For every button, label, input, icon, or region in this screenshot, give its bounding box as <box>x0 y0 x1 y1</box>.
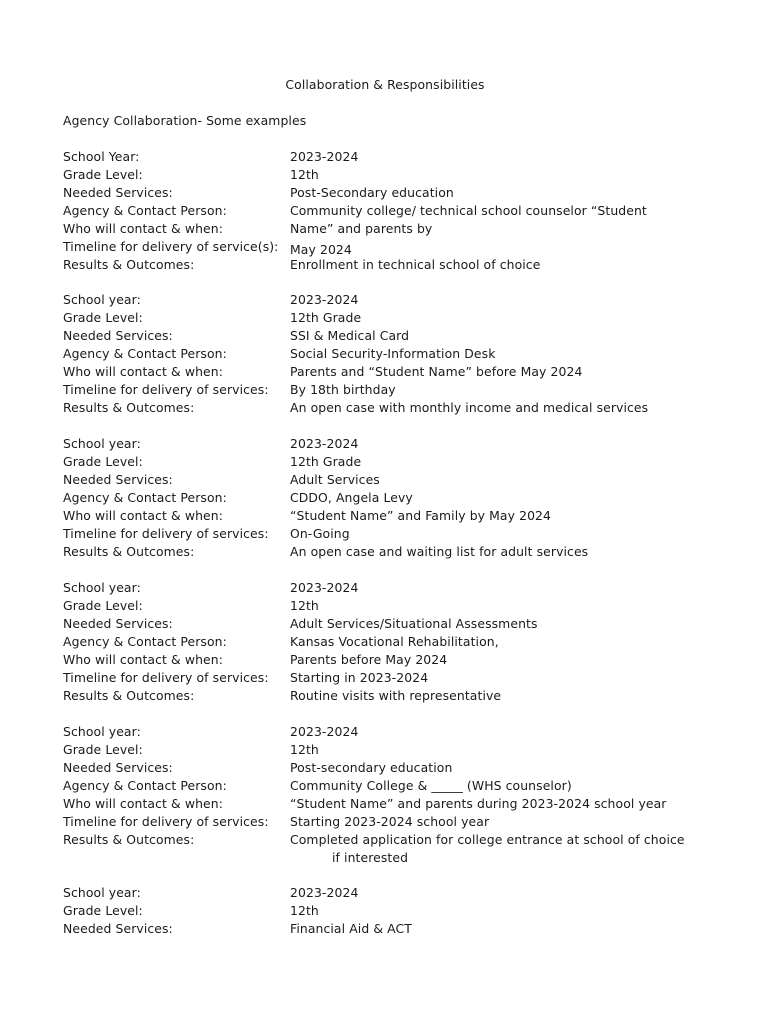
field-row-grade-level <box>63 166 743 184</box>
field-label: Timeline for delivery of service(s): <box>63 239 279 254</box>
field-row-agency-contact <box>63 345 743 363</box>
field-row-needed-services <box>63 759 743 777</box>
field-value: “Student Name” and parents during 2023-2024 school year <box>290 796 667 811</box>
field-label: Grade Level: <box>63 742 143 757</box>
field-row-needed-services <box>63 920 743 938</box>
field-label: Who will contact & when: <box>63 652 223 667</box>
field-value: 2023-2024 <box>290 885 359 900</box>
field-value: 2023-2024 <box>290 292 359 307</box>
field-value: Adult Services <box>290 472 380 487</box>
field-row-who-contact <box>63 363 743 381</box>
field-label: School year: <box>63 292 141 307</box>
field-row-results <box>63 687 743 705</box>
field-row-who-contact <box>63 795 743 813</box>
field-row-timeline <box>63 669 743 687</box>
field-value: 12th <box>290 167 319 182</box>
field-value: Post-Secondary education <box>290 185 454 200</box>
field-value: 2023-2024 <box>290 724 359 739</box>
field-value-continuation: if interested <box>332 850 409 865</box>
field-label: Who will contact & when: <box>63 508 223 523</box>
field-row-grade-level <box>63 309 743 327</box>
field-value: Social Security-Information Desk <box>290 346 496 361</box>
field-row-school-year <box>63 148 743 166</box>
field-row-timeline <box>63 813 743 831</box>
field-label: Agency & Contact Person: <box>63 778 227 793</box>
field-value: 12th <box>290 742 319 757</box>
field-label: School year: <box>63 580 141 595</box>
field-label: Who will contact & when: <box>63 221 223 236</box>
field-row-timeline <box>63 238 743 256</box>
field-row-needed-services <box>63 471 743 489</box>
collaboration-block <box>63 723 743 867</box>
field-label: School year: <box>63 724 141 739</box>
field-row-results <box>63 543 743 561</box>
field-value: Post-secondary education <box>290 760 453 775</box>
field-value: Name” and parents by <box>290 221 433 236</box>
field-row-needed-services <box>63 615 743 633</box>
field-label: Results & Outcomes: <box>63 400 195 415</box>
field-row-agency-contact <box>63 633 743 651</box>
field-value: On-Going <box>290 526 350 541</box>
field-label: Grade Level: <box>63 454 143 469</box>
field-row-results <box>63 256 743 274</box>
field-label: Timeline for delivery of services: <box>63 670 269 685</box>
field-label: Grade Level: <box>63 167 143 182</box>
field-value: 12th Grade <box>290 454 362 469</box>
collaboration-block <box>63 435 743 561</box>
field-row-agency-contact <box>63 202 743 220</box>
field-value: “Student Name” and Family by May 2024 <box>290 508 552 523</box>
field-value: 12th <box>290 903 319 918</box>
field-label: Grade Level: <box>63 598 143 613</box>
field-value: 2023-2024 <box>290 436 359 451</box>
field-label: School year: <box>63 885 141 900</box>
collaboration-block <box>63 579 743 705</box>
field-row-school-year <box>63 723 743 741</box>
field-row-agency-contact <box>63 777 743 795</box>
field-label: Agency & Contact Person: <box>63 490 227 505</box>
field-row-grade-level <box>63 453 743 471</box>
field-row-agency-contact <box>63 489 743 507</box>
field-row-who-contact <box>63 507 743 525</box>
collaboration-block <box>63 148 743 274</box>
field-label: Timeline for delivery of services: <box>63 382 269 397</box>
field-value: Enrollment in technical school of choice <box>290 257 541 272</box>
field-label: Results & Outcomes: <box>63 688 195 703</box>
field-value: Starting in 2023-2024 <box>290 670 429 685</box>
field-row-needed-services <box>63 184 743 202</box>
field-row-grade-level <box>63 741 743 759</box>
collaboration-block <box>63 884 743 938</box>
field-label: Needed Services: <box>63 760 173 775</box>
field-label: Grade Level: <box>63 310 143 325</box>
field-row-results <box>63 399 743 417</box>
field-label: School year: <box>63 436 141 451</box>
field-row-results <box>63 831 743 867</box>
field-label: Grade Level: <box>63 903 143 918</box>
field-row-timeline <box>63 525 743 543</box>
field-value: By 18th birthday <box>290 382 396 397</box>
field-row-school-year <box>63 884 743 902</box>
field-label: School Year: <box>63 149 140 164</box>
field-row-grade-level <box>63 597 743 615</box>
field-label: Agency & Contact Person: <box>63 346 227 361</box>
field-label: Agency & Contact Person: <box>63 634 227 649</box>
field-value: 2023-2024 <box>290 580 359 595</box>
field-label: Results & Outcomes: <box>63 544 195 559</box>
field-row-who-contact <box>63 651 743 669</box>
field-label: Timeline for delivery of services: <box>63 526 269 541</box>
field-value: 12th <box>290 598 319 613</box>
field-value: 12th Grade <box>290 310 362 325</box>
field-value: Community college/ technical school counselor “Student <box>290 203 647 218</box>
field-row-school-year <box>63 435 743 453</box>
field-label: Needed Services: <box>63 328 173 343</box>
field-value: SSI & Medical Card <box>290 328 410 343</box>
field-value: Parents and “Student Name” before May 2024 <box>290 364 583 379</box>
field-value: Routine visits with representative <box>290 688 502 703</box>
field-label: Timeline for delivery of services: <box>63 814 269 829</box>
field-value: Adult Services/Situational Assessments <box>290 616 538 631</box>
document-subtitle: Agency Collaboration- Some examples <box>63 113 307 128</box>
field-row-grade-level <box>63 902 743 920</box>
field-value: Parents before May 2024 <box>290 652 448 667</box>
field-row-school-year <box>63 579 743 597</box>
field-value: Completed application for college entrance at school of choice <box>290 832 685 847</box>
field-row-needed-services <box>63 327 743 345</box>
field-value: Financial Aid & ACT <box>290 921 412 936</box>
field-label: Needed Services: <box>63 185 173 200</box>
field-row-timeline <box>63 381 743 399</box>
field-value: Community College & _____ (WHS counselor) <box>290 778 572 793</box>
field-value: An open case and waiting list for adult services <box>290 544 589 559</box>
field-value: May 2024 <box>290 242 352 257</box>
field-row-school-year <box>63 291 743 309</box>
document-title: Collaboration & Responsibilities <box>285 77 485 92</box>
field-value: Starting 2023-2024 school year <box>290 814 490 829</box>
field-row-who-contact <box>63 220 743 238</box>
field-label: Needed Services: <box>63 472 173 487</box>
field-value: Kansas Vocational Rehabilitation, <box>290 634 499 649</box>
field-label: Agency & Contact Person: <box>63 203 227 218</box>
field-label: Results & Outcomes: <box>63 257 195 272</box>
field-value: CDDO, Angela Levy <box>290 490 413 505</box>
field-value: 2023-2024 <box>290 149 359 164</box>
field-label: Needed Services: <box>63 616 173 631</box>
field-label: Who will contact & when: <box>63 364 223 379</box>
field-label: Needed Services: <box>63 921 173 936</box>
field-value: An open case with monthly income and medical services <box>290 400 649 415</box>
collaboration-block <box>63 291 743 417</box>
field-label: Results & Outcomes: <box>63 832 195 847</box>
field-label: Who will contact & when: <box>63 796 223 811</box>
